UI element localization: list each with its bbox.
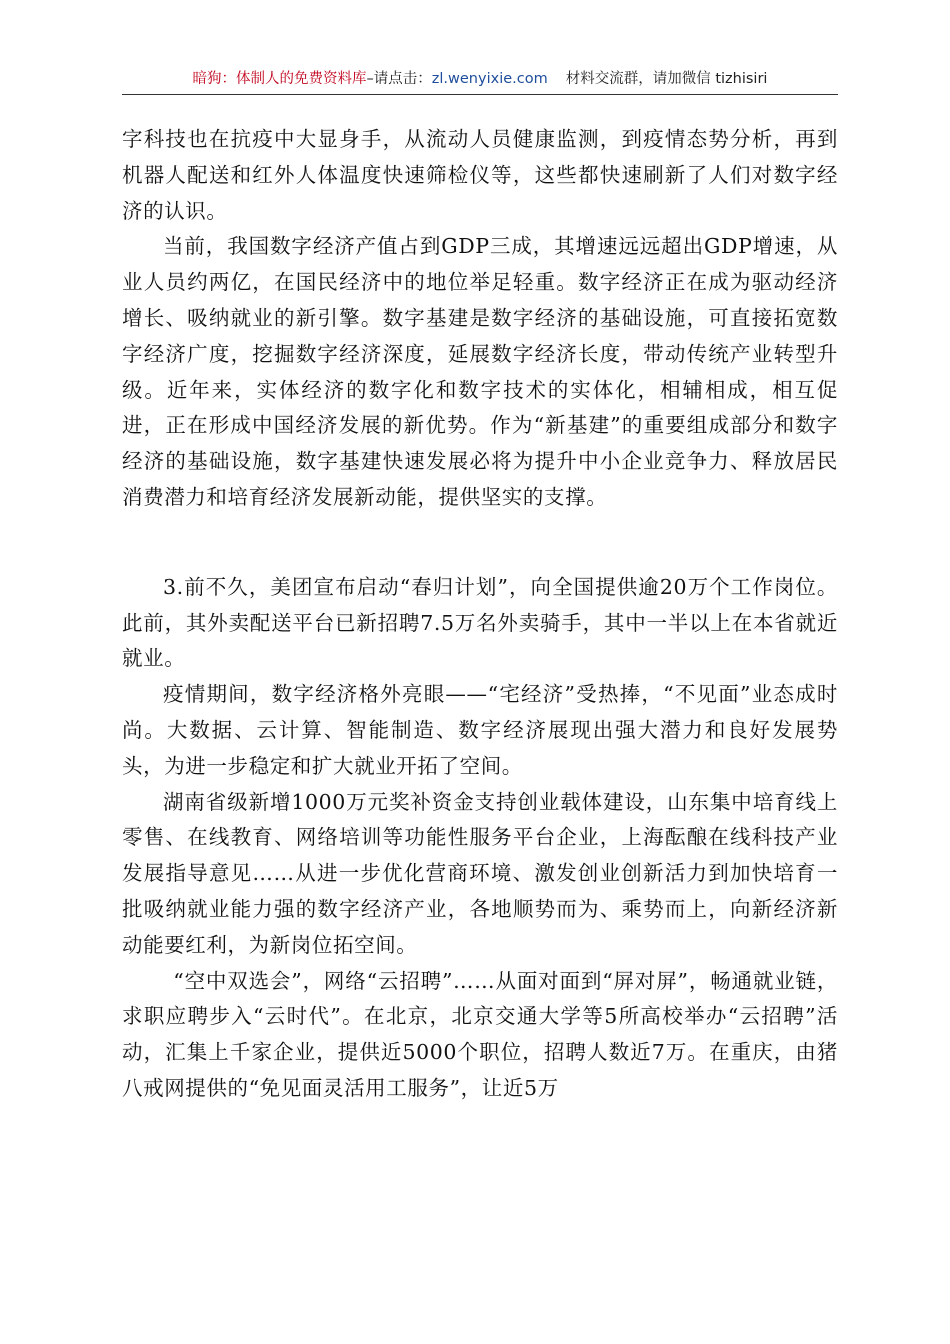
paragraph-pandemic-economy: 疫情期间，数字经济格外亮眼——“宅经济”受热捧，“不见面”业态成时尚。大数据、云计算、智能制造、数字经济展现出强大潜力和良好发展势头，为进一步稳定和扩大就业开拓了空间。 xyxy=(122,682,838,778)
paragraph-cloud-recruitment: “空中双选会”，网络“云招聘”……从面对面到“屏对屏”，畅通就业链，求职应聘步入“云时代”。在北京，北京交通大学等5所高校举办“云招聘”活动，汇集上千家企业，提供近5000个职位，招聘人数近7万。在重庆，由猪八戒网提供的“免见面灵活用工服务”，让近5万 xyxy=(122,968,838,1100)
section-gap xyxy=(122,516,838,570)
document-body xyxy=(122,122,838,1107)
header-click-prompt: –请点击： xyxy=(366,71,432,87)
header-contact-text: 材料交流群，请加微信 tizhisiri xyxy=(565,71,768,87)
paragraph-provinces: 湖南省级新增1000万元奖补资金支持创业载体建设，山东集中培育线上零售、在线教育、网络培训等功能性服务平台企业，上海酝酿在线科技产业发展指导意见……从进一步优化营商环境、激发创业创新活力到加快培育一批吸纳就业能力强的数字经济产业，各地顺势而为、乘势而上，向新经济新动能要红利，为新岗位拓空间。 xyxy=(122,789,838,957)
paragraph-meituan: 3.前不久，美团宣布启动“春归计划”，向全国提供逾20万个工作岗位。此前，其外卖配送平台已新招聘7.5万名外卖骑手，其中一半以上在本省就近就业。 xyxy=(122,574,838,671)
header-site-name: 暗狗：体制人的免费资料库 xyxy=(192,71,367,87)
paragraph-continuation: 字科技也在抗疫中大显身手，从流动人员健康监测，到疫情态势分析，再到机器人配送和红外人体温度快速筛检仪等，这些都快速刷新了人们对数字经济的认识。 xyxy=(122,127,838,223)
paragraph-digital-economy: 当前，我国数字经济产值占到GDP三成，其增速远远超出GDP增速，从业人员约两亿，在国民经济中的地位举足轻重。数字经济正在成为驱动经济增长、吸纳就业的新引擎。数字基建是数字经济的基础设施，可直接拓宽数字经济广度，挖掘数字经济深度，延展数字经济长度，带动传统产业转型升级。近年来，实体经济的数字化和数字技术的实体化，相辅相成，相互促进，正在形成中国经济发展的新优势。作为“新基建”的重要组成部分和数字经济的基础设施，数字基建快速发展必将为提升中小企业竞争力、释放居民消费潜力和培育经济发展新动能，提供坚实的支撑。 xyxy=(122,234,838,509)
page-header xyxy=(122,66,838,95)
header-url-link[interactable]: zl.wenyixie.com xyxy=(431,71,548,87)
